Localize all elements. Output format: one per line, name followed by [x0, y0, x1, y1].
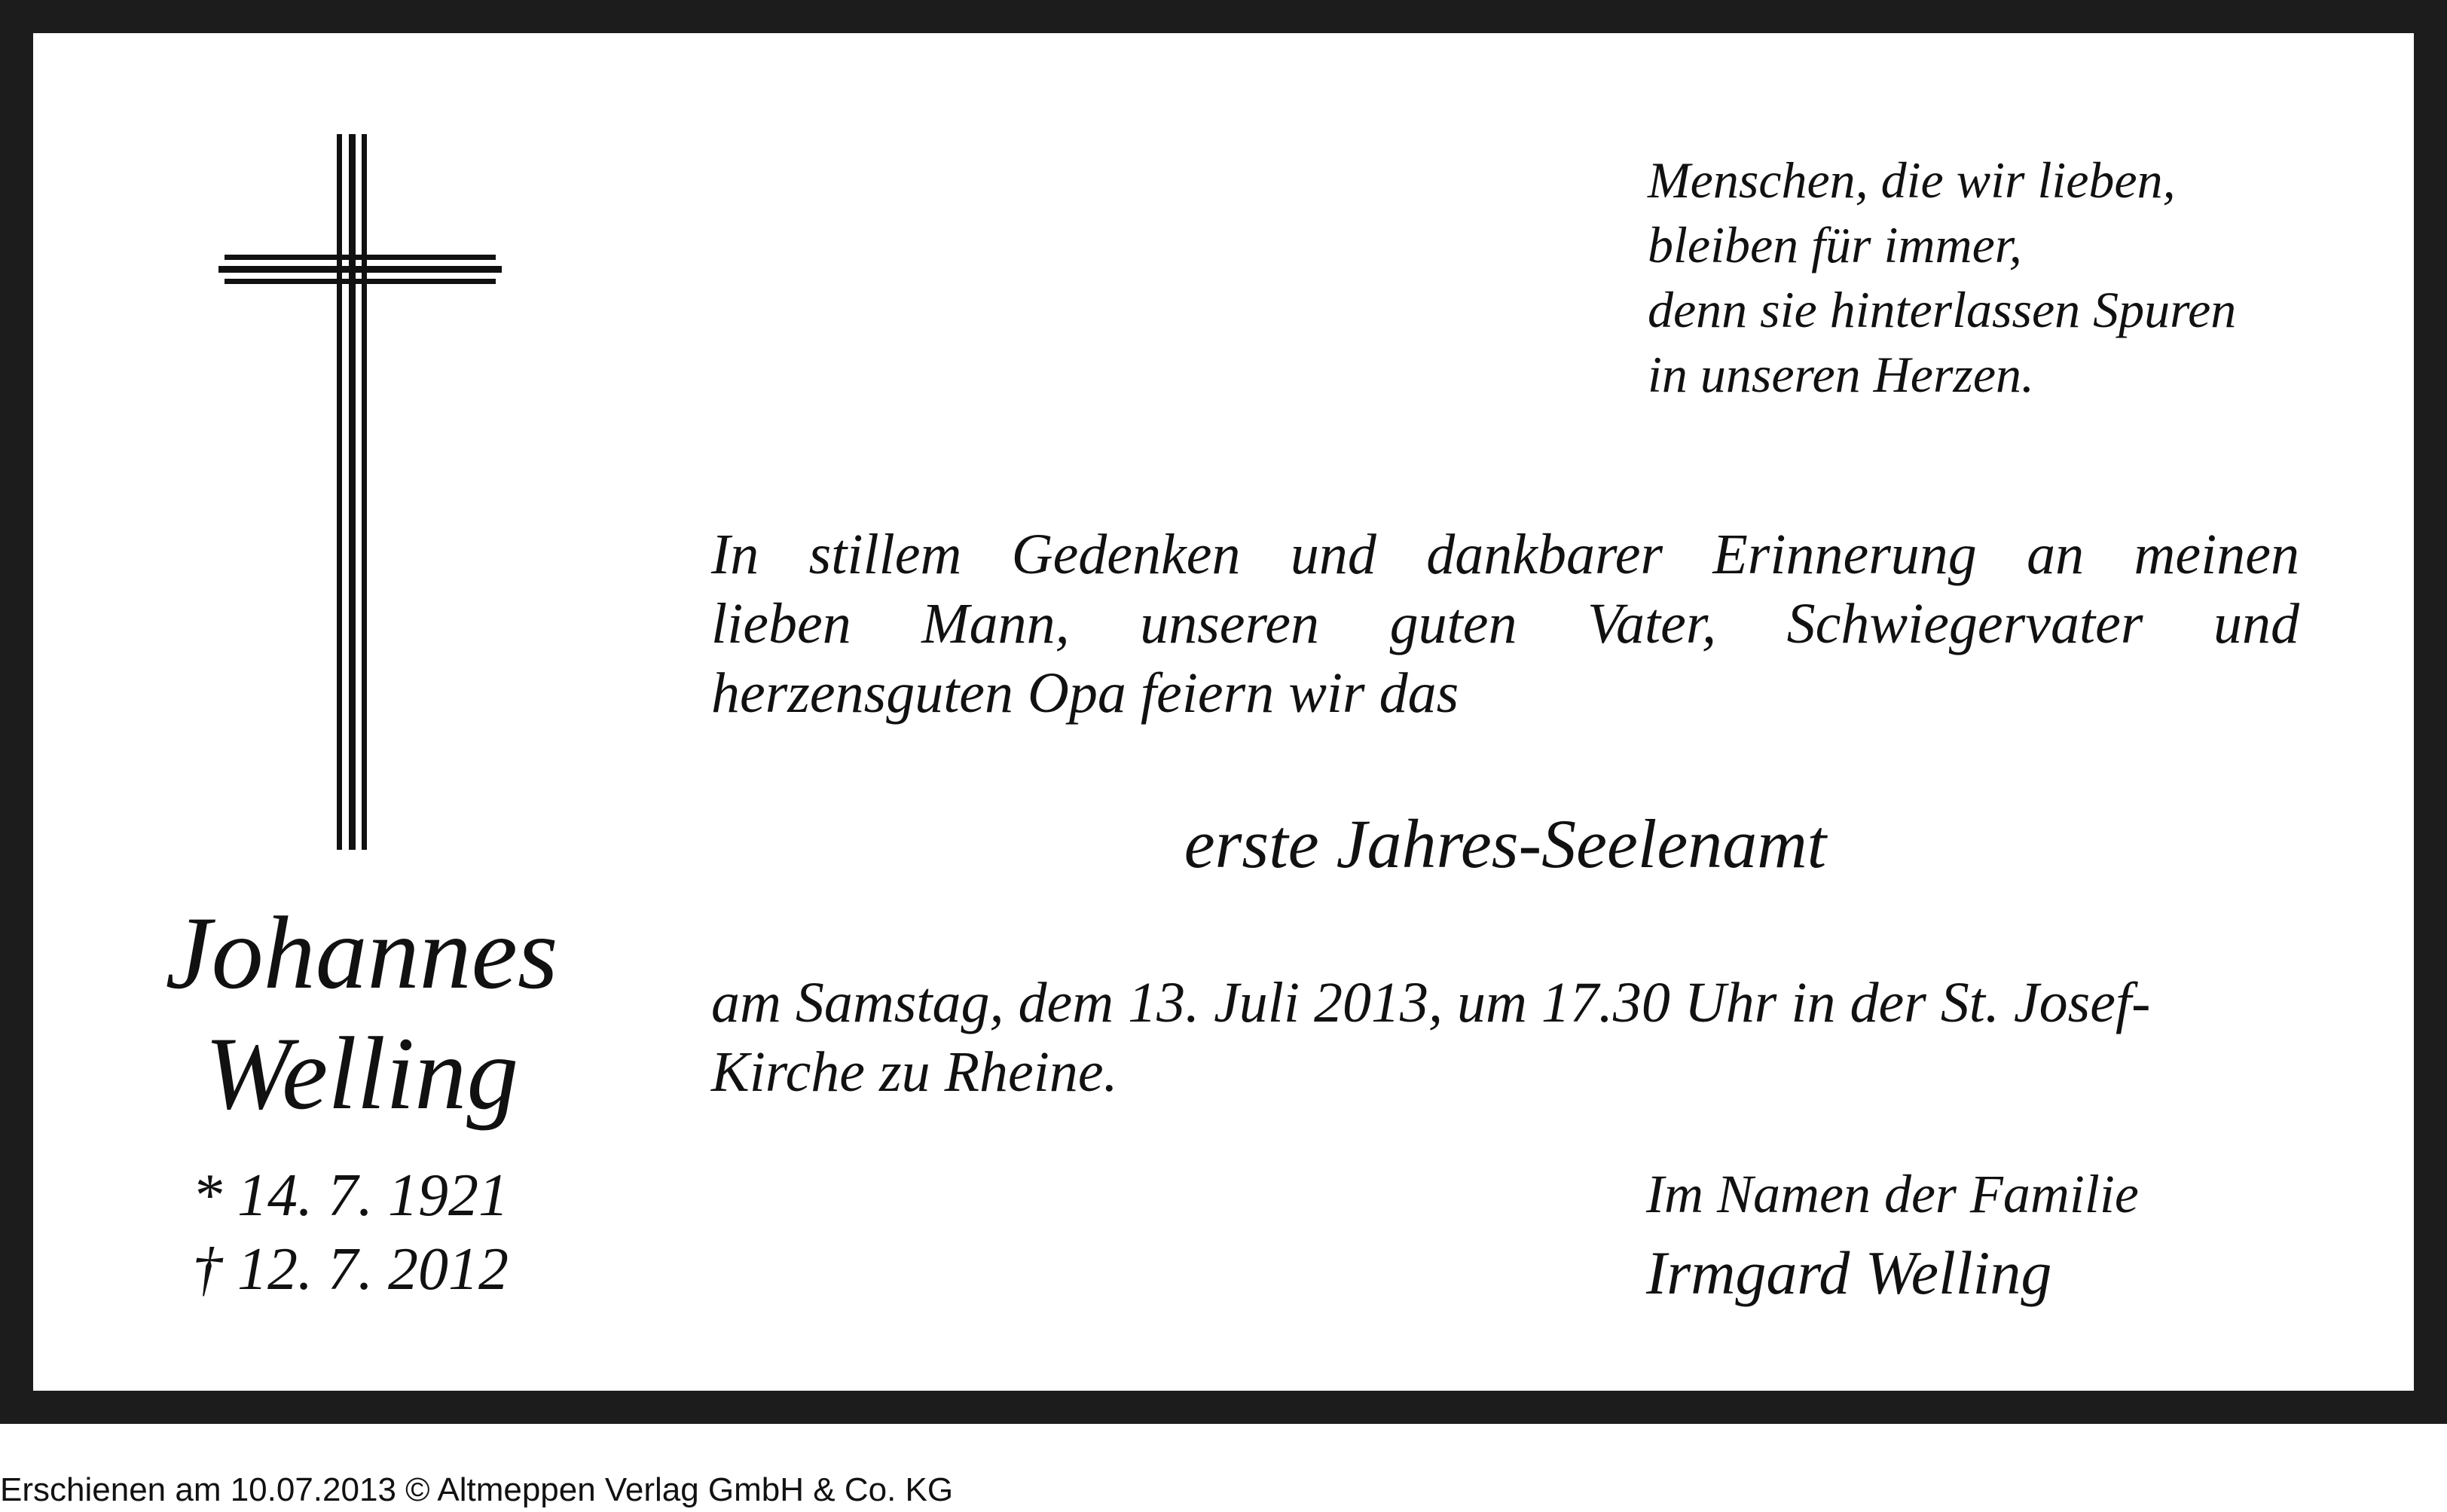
signature — [1646, 1156, 2324, 1315]
event-details-line: Kirche zu Rheine. — [711, 1040, 1118, 1104]
intro-line: In stillem Gedenken und dankbarer Erinnerung an meinen — [711, 523, 2299, 586]
publication-footer: Erschienen am 10.07.2013 © Altmeppen Verlag GmbH & Co. KG — [0, 1471, 954, 1508]
event-details — [711, 968, 2299, 1107]
cross-icon — [218, 134, 502, 850]
deceased-last-name: Welling — [204, 1016, 519, 1131]
intro-text — [711, 520, 2299, 728]
poem-line: in unseren Herzen. — [1648, 346, 2035, 403]
poem-line: Menschen, die wir lieben, — [1648, 151, 2176, 209]
poem — [1648, 148, 2326, 407]
intro-line: lieben Mann, unseren guten Vater, Schwiegervater und — [711, 592, 2299, 655]
poem-line: bleiben für immer, — [1648, 216, 2022, 273]
birth-date: * 14. 7. 1921 — [192, 1162, 509, 1229]
poem-line: denn sie hinterlassen Spuren — [1648, 281, 2237, 338]
signature-line: Im Namen der Familie — [1646, 1164, 2139, 1224]
deceased-name — [98, 893, 625, 1134]
event-title: erste Jahres-Seelenamt — [1184, 805, 1827, 882]
life-dates — [192, 1159, 644, 1306]
signature-name: Irmgard Welling — [1646, 1239, 2052, 1307]
deceased-first-name: Johannes — [165, 895, 558, 1010]
event-details-line: am Samstag, dem 13. Juli 2013, um 17.30 Uhr in der St. Josef- — [711, 971, 2151, 1034]
death-date: † 12. 7. 2012 — [192, 1236, 509, 1303]
intro-line: herzensguten Opa feiern wir das — [711, 661, 1459, 725]
